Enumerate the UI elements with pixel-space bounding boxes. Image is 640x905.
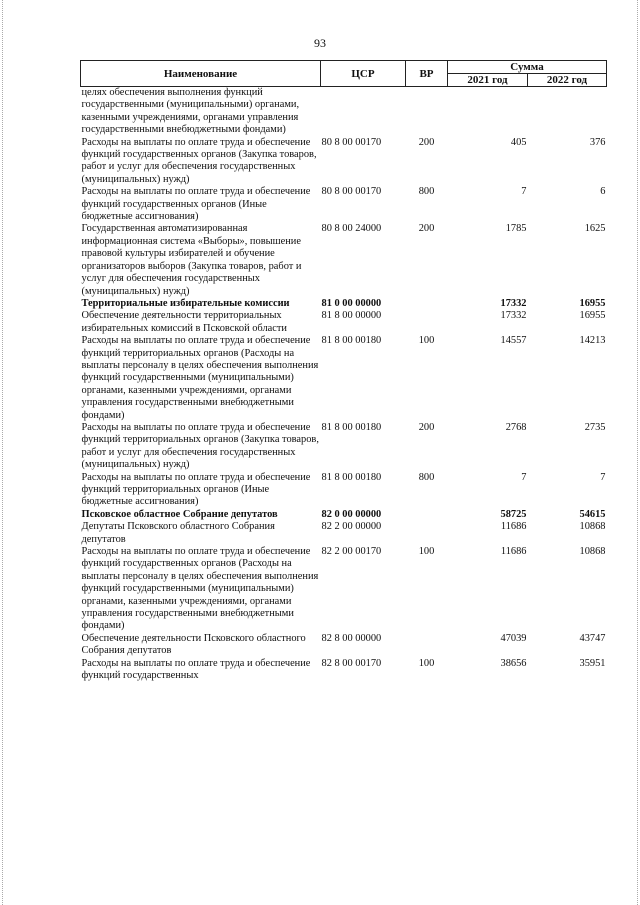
row-csr-code: 82 8 00 00170: [321, 657, 382, 669]
row-amount-2021: 11686: [500, 546, 527, 558]
row-csr-code: 80 8 00 00170: [321, 186, 382, 198]
row-name: Расходы на выплаты по оплате труда и обеспечение функций государственных: [81, 657, 311, 682]
row-amount-2021: 14557: [500, 335, 527, 347]
table-row: [81, 658, 607, 683]
row-amount-2021: 17332: [500, 310, 527, 322]
page-number: 93: [314, 36, 326, 50]
table-row: [81, 310, 607, 335]
row-name: Расходы на выплаты по оплате труда и обеспечение функций государственных органов (Закупка товаров, работ и услуг для обеспечения государственных (муниципальных) нужд): [81, 136, 317, 185]
row-csr-code: 81 8 00 00180: [321, 335, 382, 347]
table-row: [81, 298, 607, 310]
row-amount-2021: 47039: [500, 632, 527, 644]
row-amount-2021: 11686: [500, 521, 527, 533]
row-amount-2021: 7: [521, 186, 527, 198]
header-sum: Сумма: [448, 61, 607, 74]
row-vr-code: 200: [418, 223, 435, 235]
header-year-2022: 2022 год: [528, 74, 607, 87]
row-vr-code: 200: [418, 421, 435, 433]
table-row: [81, 335, 607, 422]
header-name: Наименование: [81, 61, 321, 87]
row-amount-2022: 6: [600, 186, 606, 198]
row-amount-2021: 38656: [500, 657, 527, 669]
row-amount-2022: 14213: [579, 335, 606, 347]
table-row: [81, 521, 607, 546]
row-name: Расходы на выплаты по оплате труда и обеспечение функций территориальных органов (Иные бюджетные ассигнования): [81, 471, 311, 508]
table-row: [81, 546, 607, 633]
budget-table: [80, 60, 607, 683]
row-vr-code: [406, 521, 448, 546]
row-csr-code: 81 8 00 00000: [321, 310, 382, 322]
row-name: Обеспечение деятельности территориальных избирательных комиссий в Псковской области: [81, 310, 287, 334]
row-vr-code: 100: [418, 335, 435, 347]
row-name: Расходы на выплаты по оплате труда и обеспечение функций государственных органов (Иные бюджетные ассигнования): [81, 186, 311, 223]
row-vr-code: 800: [418, 186, 435, 198]
row-amount-2022: 376: [589, 136, 606, 148]
row-amount-2022: 35951: [579, 657, 606, 669]
row-amount-2022: 7: [600, 471, 606, 483]
row-csr-code: 81 0 00 00000: [321, 297, 382, 309]
row-name: Расходы на выплаты по оплате труда и обеспечение функций территориальных органов (Расходы на выплаты персоналу в целях обеспечения выполнения функций государственными (муниципальными) органами, казенными учреждениями, органами управления государственными внебюджетными фондами): [81, 335, 319, 421]
row-csr-code: 80 8 00 24000: [321, 223, 382, 235]
table-row: [81, 87, 607, 137]
row-amount-2021: 7: [521, 471, 527, 483]
row-name: Псковское областное Собрание депутатов: [81, 508, 278, 520]
row-name: Государственная автоматизированная информационная система «Выборы», повышение правовой культуры избирателей и обучение организаторов выборов (Закупка товаров, работ и услуг для обеспечения государственных (муниципальных) нужд): [81, 223, 302, 297]
row-amount-2022: 16955: [579, 310, 606, 322]
row-csr-code: 81 8 00 00180: [321, 471, 382, 483]
row-amount-2021: 17332: [500, 297, 527, 309]
table-row: [81, 509, 607, 521]
row-amount-2022: 10868: [579, 521, 606, 533]
row-csr-code: 81 8 00 00180: [321, 421, 382, 433]
row-amount-2021: 405: [510, 136, 527, 148]
row-name: Обеспечение деятельности Псковского областного Собрания депутатов: [81, 632, 306, 657]
row-amount-2022: [528, 87, 607, 137]
row-vr-code: [406, 298, 448, 310]
row-vr-code: 100: [418, 657, 435, 669]
row-amount-2022: 1625: [584, 223, 606, 235]
table-row: [81, 633, 607, 658]
row-name: Территориальные избирательные комиссии: [81, 297, 290, 309]
row-vr-code: [406, 87, 448, 137]
row-csr-code: 82 2 00 00170: [321, 546, 382, 558]
row-name: целях обеспечения выполнения функций государственными (муниципальными) органами, казенными учреждениями, органами управления государственными внебюджетными фондами): [81, 87, 300, 136]
page-edge-right: [637, 0, 638, 905]
row-amount-2021: 2768: [505, 421, 527, 433]
header-vr: ВР: [406, 61, 448, 87]
row-amount-2022: 10868: [579, 546, 606, 558]
table-header: [81, 61, 607, 87]
table-body: [81, 87, 607, 683]
header-year-2021: 2021 год: [448, 74, 528, 87]
table-row: [81, 223, 607, 297]
row-vr-code: 200: [418, 136, 435, 148]
row-name: Расходы на выплаты по оплате труда и обеспечение функций территориальных органов (Закупка товаров, работ и услуг для обеспечения государственных (муниципальных) нужд): [81, 421, 319, 471]
row-csr-code: 82 8 00 00000: [321, 632, 382, 644]
row-name: Расходы на выплаты по оплате труда и обеспечение функций государственных органов (Расходы на выплаты персоналу в целях обеспечения выполнения функций государственными (муниципальными) органами, казенными учреждениями, органами управления государственными внебюджетными фондами): [81, 546, 319, 632]
row-csr-code: 82 0 00 00000: [321, 508, 382, 520]
row-vr-code: 800: [418, 471, 435, 483]
row-vr-code: [406, 633, 448, 658]
row-amount-2021: [448, 87, 528, 137]
row-csr-code: 82 2 00 00000: [321, 521, 382, 533]
page-edge-left: [2, 0, 3, 905]
row-csr-code: [321, 87, 406, 137]
row-amount-2022: 54615: [579, 508, 606, 520]
row-amount-2022: 16955: [579, 297, 606, 309]
table-row: [81, 137, 607, 187]
row-amount-2021: 58725: [500, 508, 527, 520]
row-amount-2022: 43747: [579, 632, 606, 644]
row-name: Депутаты Псковского областного Собрания депутатов: [81, 521, 275, 545]
header-csr: ЦСР: [321, 61, 406, 87]
table-row: [81, 472, 607, 509]
row-amount-2021: 1785: [505, 223, 527, 235]
row-amount-2022: 2735: [584, 421, 606, 433]
row-vr-code: [406, 310, 448, 335]
table-row: [81, 422, 607, 472]
row-vr-code: [406, 509, 448, 521]
row-csr-code: 80 8 00 00170: [321, 136, 382, 148]
table-row: [81, 186, 607, 223]
row-vr-code: 100: [418, 546, 435, 558]
